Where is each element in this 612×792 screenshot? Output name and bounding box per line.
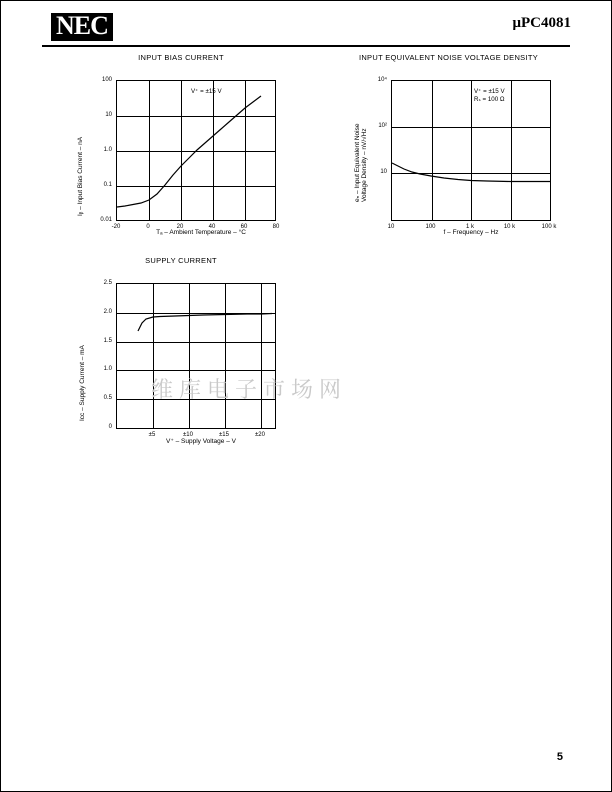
y-tick-label: 0 bbox=[108, 424, 112, 430]
plot-area bbox=[61, 269, 281, 444]
y-tick-label: 10 bbox=[380, 169, 387, 175]
y-axis-title: Iᵦ – Input Bias Current – nA bbox=[77, 136, 84, 216]
plot-frame bbox=[116, 283, 276, 429]
y-tick-label: 10 bbox=[105, 112, 112, 118]
data-curve bbox=[117, 81, 275, 220]
y-tick-label: 1.5 bbox=[103, 337, 112, 344]
x-tick-label: ±5 bbox=[148, 432, 156, 438]
plot-annotation: Rₛ = 100 Ω bbox=[474, 96, 505, 103]
header-divider bbox=[42, 45, 570, 47]
x-tick-label: ±15 bbox=[219, 432, 229, 438]
chart-title: INPUT BIAS CURRENT bbox=[138, 53, 224, 62]
y-tick-label: 100 bbox=[101, 77, 112, 83]
y-tick-label: 0.01 bbox=[100, 217, 112, 223]
y-tick-label: 10⁴ bbox=[377, 77, 387, 83]
y-tick-label: 0.5 bbox=[103, 395, 112, 402]
y-axis-title: Voltage Density – nV/√Hz bbox=[361, 128, 368, 202]
x-tick-label: 40 bbox=[208, 224, 216, 230]
x-axis-title: V⁺ – Supply Voltage – V bbox=[166, 438, 236, 445]
x-tick-label: -20 bbox=[111, 224, 121, 230]
y-tick-label: 0.1 bbox=[103, 182, 112, 188]
x-tick-label: 0 bbox=[146, 224, 150, 230]
data-curve bbox=[117, 284, 275, 430]
chart-supply-current bbox=[61, 256, 281, 446]
chart-title: SUPPLY CURRENT bbox=[145, 256, 217, 265]
plot-annotation: V⁺ = ±15 V bbox=[191, 88, 222, 95]
chart-input-bias-current bbox=[61, 53, 281, 238]
x-tick-label: 10 bbox=[387, 224, 395, 230]
x-tick-label: ±10 bbox=[183, 432, 193, 438]
y-axis-title: eₙ – Input Equivalent Noise bbox=[354, 123, 361, 202]
chart-title: INPUT EQUIVALENT NOISE VOLTAGE DENSITY bbox=[358, 53, 539, 62]
plot-area bbox=[331, 66, 566, 236]
data-curve bbox=[392, 81, 550, 220]
plot-frame bbox=[116, 80, 276, 221]
nec-logo: NEC bbox=[51, 13, 113, 41]
x-tick-label: 1 k bbox=[465, 224, 475, 230]
x-axis-title: Tₐ – Ambient Temperature – °C bbox=[156, 229, 246, 236]
y-tick-label: 10² bbox=[378, 123, 387, 129]
x-tick-label: 20 bbox=[176, 224, 184, 230]
y-tick-label: 2.5 bbox=[103, 280, 112, 286]
chart-input-equivalent-noise-voltage-density bbox=[331, 53, 566, 238]
part-number: μPC4081 bbox=[512, 15, 571, 31]
plot-frame bbox=[391, 80, 551, 221]
y-axis-title: Iᴄᴄ – Supply Current – mA bbox=[79, 345, 86, 421]
plot-annotation: V⁺ = ±15 V bbox=[474, 88, 505, 95]
x-axis-title: f – Frequency – Hz bbox=[443, 229, 499, 236]
watermark-text: 维库电子市场网 bbox=[151, 378, 348, 403]
page-number: 5 bbox=[556, 751, 563, 763]
y-tick-label: 2.0 bbox=[103, 308, 112, 315]
x-tick-label: 100 bbox=[425, 224, 436, 230]
y-tick-label: 1.0 bbox=[103, 366, 112, 373]
y-tick-label: 1.0 bbox=[103, 147, 112, 153]
x-tick-label: 100 k bbox=[541, 224, 557, 230]
x-tick-label: 60 bbox=[240, 224, 248, 230]
x-tick-label: 10 k bbox=[503, 224, 516, 230]
plot-area bbox=[61, 66, 281, 236]
x-tick-label: ±20 bbox=[255, 432, 265, 438]
x-tick-label: 80 bbox=[272, 224, 280, 230]
page-header bbox=[41, 11, 571, 45]
